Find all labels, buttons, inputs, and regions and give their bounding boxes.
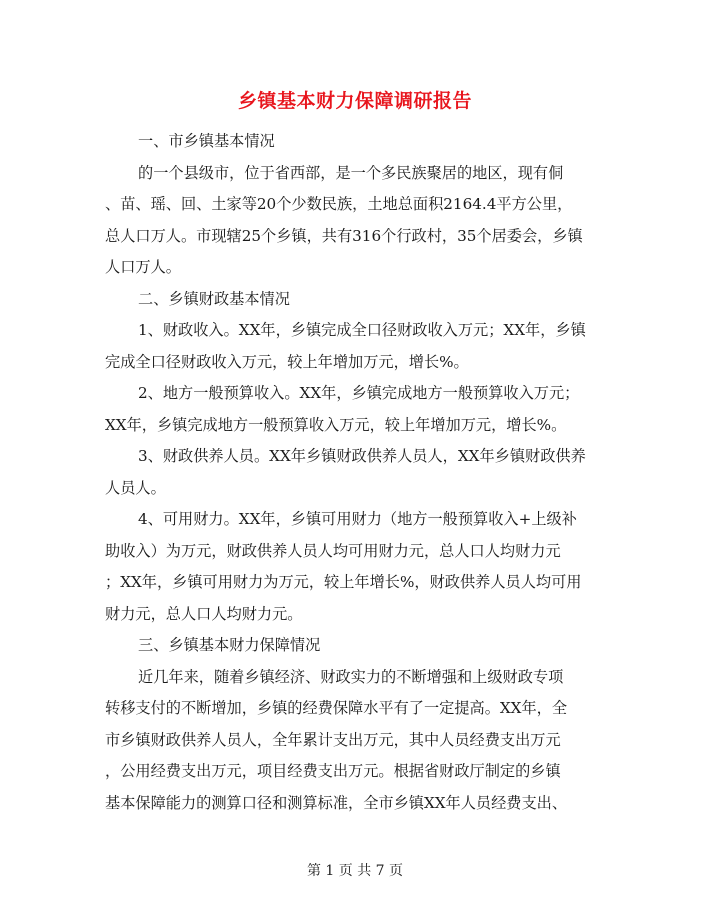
- document-body: [105, 126, 605, 819]
- paragraph-line: 人口万人。: [105, 258, 181, 276]
- paragraph-line: 、苗、瑶、回、土家等20个少数民族，土地总面积2164.4平方公里，: [105, 195, 573, 213]
- paragraph-line: 财力元，总人口人均财力元。: [105, 604, 303, 623]
- paragraph-line: 1、财政收入。XX年，乡镇完成全口径财政收入万元；XX年，乡镇: [138, 321, 586, 339]
- paragraph-line: 助收入）为万元，财政供养人员人均可用财力元，总人口人均财力元: [105, 541, 561, 560]
- paragraph-line: 基本保障能力的测算口径和测算标准，全市乡镇XX年人员经费支出、: [105, 793, 568, 812]
- paragraph-line: ，公用经费支出万元，项目经费支出万元。根据省财政厅制定的乡镇: [105, 762, 561, 780]
- paragraph-line: 完成全口径财政收入万元，较上年增加万元，增长%。: [105, 352, 469, 371]
- paragraph-line: 2、地方一般预算收入。XX年，乡镇完成地方一般预算收入万元；: [138, 384, 580, 402]
- page-footer: 第 1 页 共 7 页: [306, 863, 404, 879]
- paragraph-line: ；XX年，乡镇可用财力为万元，较上年增长%，财政供养人员人均可用: [105, 573, 582, 591]
- section-heading-2: 二、乡镇财政基本情况: [138, 289, 290, 308]
- document-title: 乡镇基本财力保障调研报告: [237, 90, 472, 112]
- paragraph-line: 人员人。: [105, 478, 166, 497]
- paragraph-line: 3、财政供养人员。XX年乡镇财政供养人员人，XX年乡镇财政供养: [138, 447, 586, 465]
- paragraph-line: 的一个县级市，位于省西部，是一个多民族聚居的地区，现有侗: [138, 163, 564, 182]
- paragraph-line: 市乡镇财政供养人员人，全年累计支出万元，其中人员经费支出万元: [105, 730, 561, 749]
- paragraph-line: 转移支付的不断增加，乡镇的经费保障水平有了一定提高。XX年，全: [105, 699, 568, 717]
- section-heading-3: 三、乡镇基本财力保障情况: [138, 636, 321, 654]
- paragraph-line: 总人口万人。市现辖25个乡镇，共有316个行政村，35个居委会，乡镇: [105, 226, 583, 245]
- section-heading-1: 一、市乡镇基本情况: [138, 132, 275, 150]
- paragraph-line: 近几年来，随着乡镇经济、财政实力的不断增强和上级财政专项: [138, 667, 564, 686]
- paragraph-line: XX年，乡镇完成地方一般预算收入万元，较上年增加万元，增长%。: [105, 415, 567, 434]
- paragraph-line: 4、可用财力。XX年，乡镇可用财力（地方一般预算收入+上级补: [138, 510, 577, 528]
